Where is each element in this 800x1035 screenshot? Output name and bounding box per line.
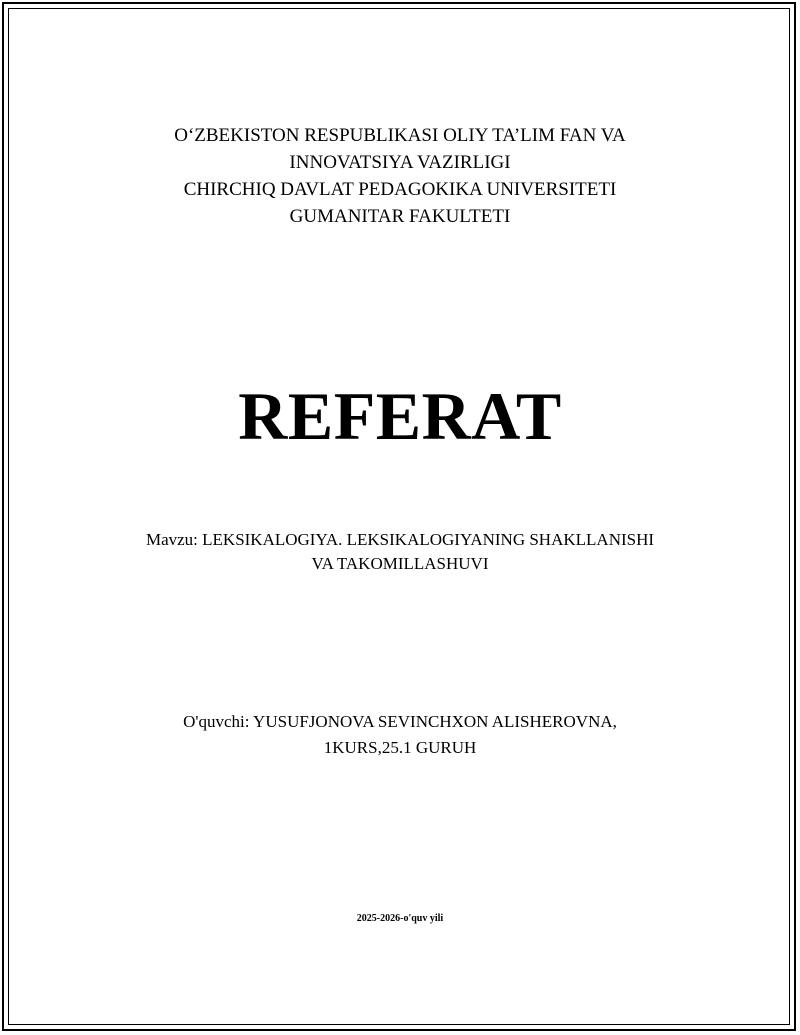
header-line-ministry-2: INNOVATSIYA VAZIRLIGI [289,152,511,173]
student-line-2: 1KURS,25.1 GURUH [323,738,477,757]
student-block [0,709,800,761]
topic-block [0,528,800,576]
document-title: REFERAT [238,378,562,454]
institution-header [0,122,800,230]
topic-line-2: VA TAKOMILLASHUVI [311,554,489,573]
student-line-1: O'quvchi: YUSUFJONOVA SEVINCHXON ALISHEROVNA, [183,712,617,731]
academic-year: 2025-2026-o'quv yili [356,913,444,924]
header-line-university: CHIRCHIQ DAVLAT PEDAGOKIKA UNIVERSITETI [183,179,617,200]
header-line-ministry-1: O‘ZBEKISTON RESPUBLIKASI OLIY TA’LIM FAN VA [174,125,626,146]
topic-line-1: Mavzu: LEKSIKALOGIYA. LEKSIKALOGIYANING SHAKLLANISHI [145,530,655,549]
header-line-faculty: GUMANITAR FAKULTETI [289,206,511,227]
